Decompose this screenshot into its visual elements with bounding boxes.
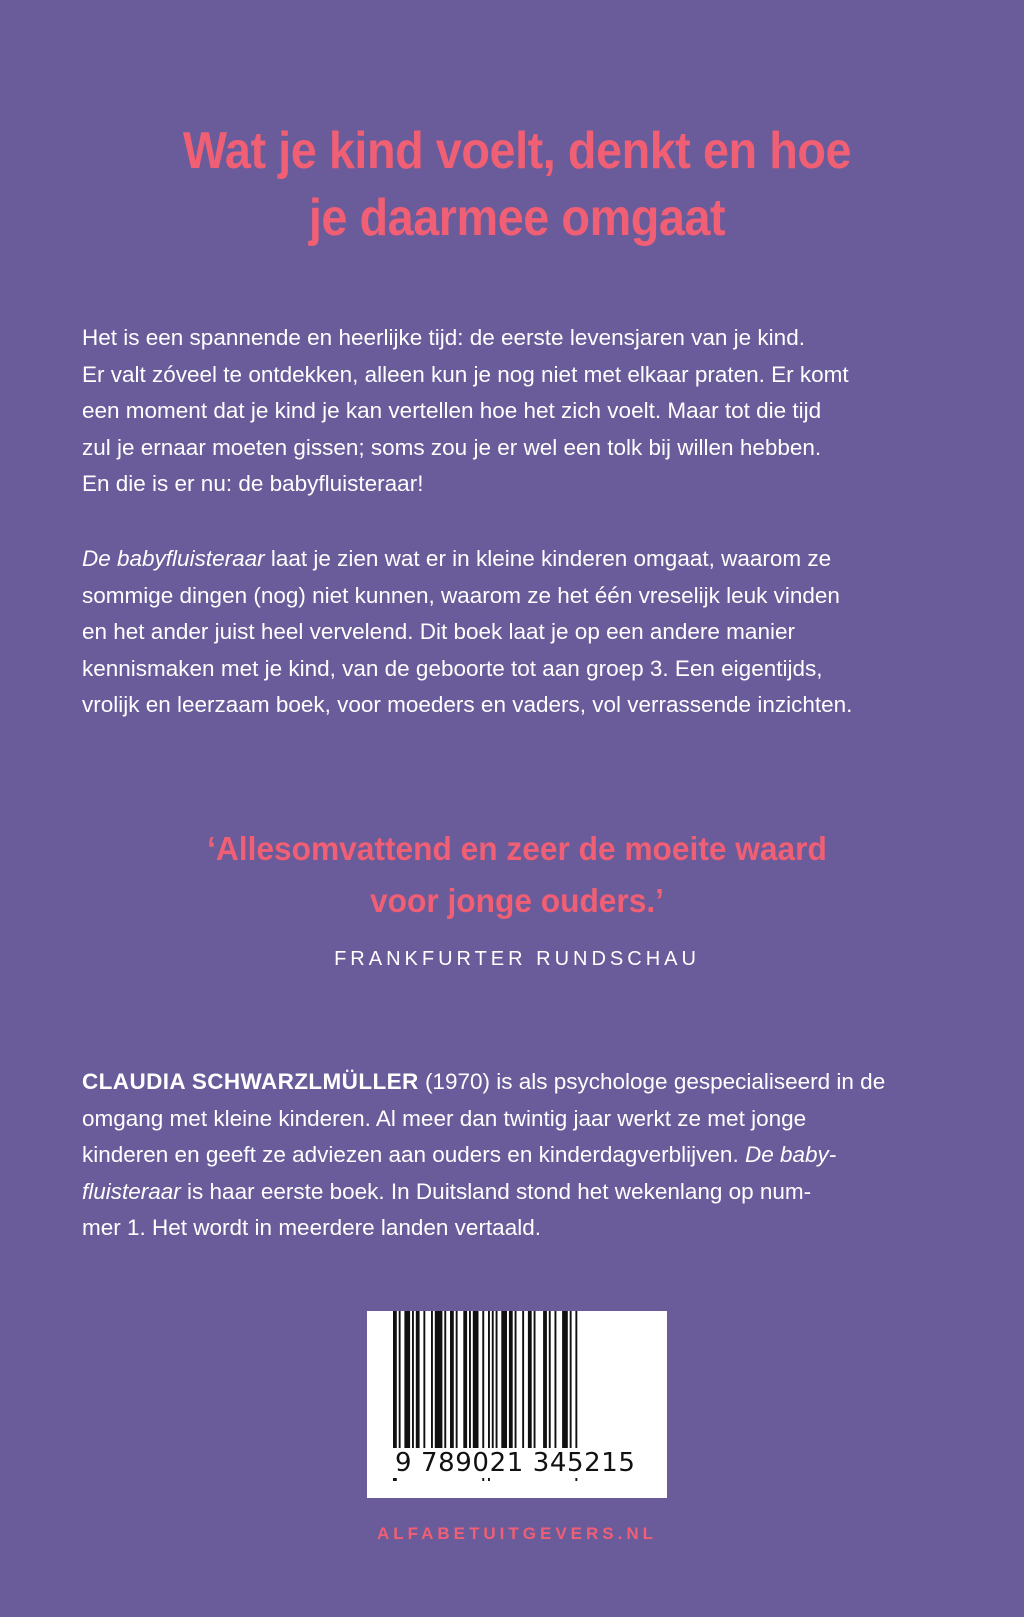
barcode-bar bbox=[450, 1311, 454, 1461]
barcode-bar bbox=[404, 1311, 410, 1461]
book-title-italic: De babyfluisteraar bbox=[82, 546, 265, 571]
barcode-bar bbox=[509, 1311, 513, 1461]
intro-line: zul je ernaar moeten gissen; soms zou je er wel een tolk bij willen hebben. bbox=[82, 434, 822, 460]
headline-line: Wat je kind voelt, denkt en hoe bbox=[182, 122, 852, 180]
description-line: en het ander juist heel vervelend. Dit boek laat je op een andere manier bbox=[82, 619, 795, 644]
bio-line-rest: is haar eerste boek. In Duitsland stond het wekenlang op num- bbox=[180, 1178, 812, 1204]
barcode-bar bbox=[570, 1311, 572, 1461]
description-line: vrolijk en leerzaam boek, voor moeders en vaders, vol verrassende inzichten. bbox=[82, 692, 853, 717]
barcode-bar bbox=[423, 1311, 425, 1461]
author-name: CLAUDIA SCHWARZLMÜLLER bbox=[82, 1069, 419, 1094]
barcode-bar bbox=[444, 1311, 446, 1461]
review-quote bbox=[97, 823, 936, 927]
headline-line: je daarmee omgaat bbox=[308, 189, 726, 247]
barcode-bar bbox=[399, 1311, 401, 1461]
bio-line: omgang met kleine kinderen. Al meer dan twintig jaar werkt ze met jonge bbox=[82, 1105, 807, 1131]
barcode-bar bbox=[528, 1311, 532, 1461]
barcode-bar bbox=[543, 1311, 547, 1461]
barcode-bar bbox=[431, 1311, 433, 1461]
quote-line: ‘Allesomvattend en zeer de moeite waard bbox=[207, 830, 827, 867]
barcode-bar bbox=[562, 1311, 568, 1461]
barcode-bar bbox=[456, 1311, 458, 1461]
description-paragraph bbox=[82, 541, 962, 724]
bio-line-start: kinderen en geeft ze adviezen aan ouders en kinderdagverblijven. bbox=[82, 1142, 745, 1167]
barcode-bar bbox=[501, 1311, 507, 1461]
book-title-italic: fluisteraar bbox=[82, 1178, 181, 1204]
barcode-number: 9 789021 345215 bbox=[395, 1448, 636, 1478]
bio-line bbox=[82, 1137, 962, 1174]
barcode-bar bbox=[416, 1311, 420, 1461]
bio-line bbox=[82, 1064, 962, 1101]
intro-line: een moment dat je kind je kan vertellen hoe het zich voelt. Maar tot die tijd bbox=[82, 398, 822, 423]
bio-line bbox=[82, 1174, 962, 1211]
barcode-bar bbox=[435, 1311, 443, 1461]
barcode-bar bbox=[522, 1311, 524, 1461]
publisher-url: ALFABETUITGEVERS.NL bbox=[376, 1524, 657, 1543]
barcode-bar bbox=[473, 1311, 479, 1461]
description-line: kennismaken met je kind, van de geboorte tot aan groep 3. Een eigentijds, bbox=[82, 655, 823, 681]
barcode-bar bbox=[496, 1311, 498, 1461]
barcode-bar bbox=[412, 1311, 414, 1461]
barcode-bar bbox=[463, 1311, 467, 1461]
quote-source: FRANKFURTER RUNDSCHAU bbox=[334, 948, 700, 970]
barcode-bar bbox=[549, 1311, 551, 1461]
intro-line: Er valt zóveel te ontdekken, alleen kun je nog niet met elkaar praten. Er komt bbox=[82, 361, 849, 387]
barcode-bar bbox=[492, 1311, 494, 1461]
book-title-italic: De baby- bbox=[744, 1142, 837, 1167]
barcode-bar bbox=[555, 1311, 557, 1461]
description-line: sommige dingen (nog) niet kunnen, waarom ze het één vreselijk leuk vinden bbox=[82, 582, 840, 608]
barcode bbox=[367, 1311, 667, 1498]
headline bbox=[124, 118, 911, 252]
author-bio bbox=[82, 1064, 962, 1247]
barcode-bar bbox=[534, 1311, 536, 1461]
intro-line: Het is een spannende en heerlijke tijd: de eerste levensjaren van je kind. bbox=[82, 325, 805, 350]
bio-line: mer 1. Het wordt in meerdere landen vertaald. bbox=[82, 1215, 541, 1240]
intro-line: En die is er nu: de babyfluisteraar! bbox=[82, 471, 424, 496]
barcode-bar bbox=[515, 1311, 517, 1461]
quote-line: voor jonge ouders.’ bbox=[370, 882, 664, 919]
description-line bbox=[82, 541, 962, 578]
intro-paragraph bbox=[82, 320, 962, 503]
bio-line-rest: (1970) is als psychologe gespecialiseerd in de bbox=[418, 1069, 886, 1094]
description-line-rest: laat je zien wat er in kleine kinderen omgaat, waarom ze bbox=[264, 546, 832, 571]
barcode-bar bbox=[469, 1311, 471, 1461]
